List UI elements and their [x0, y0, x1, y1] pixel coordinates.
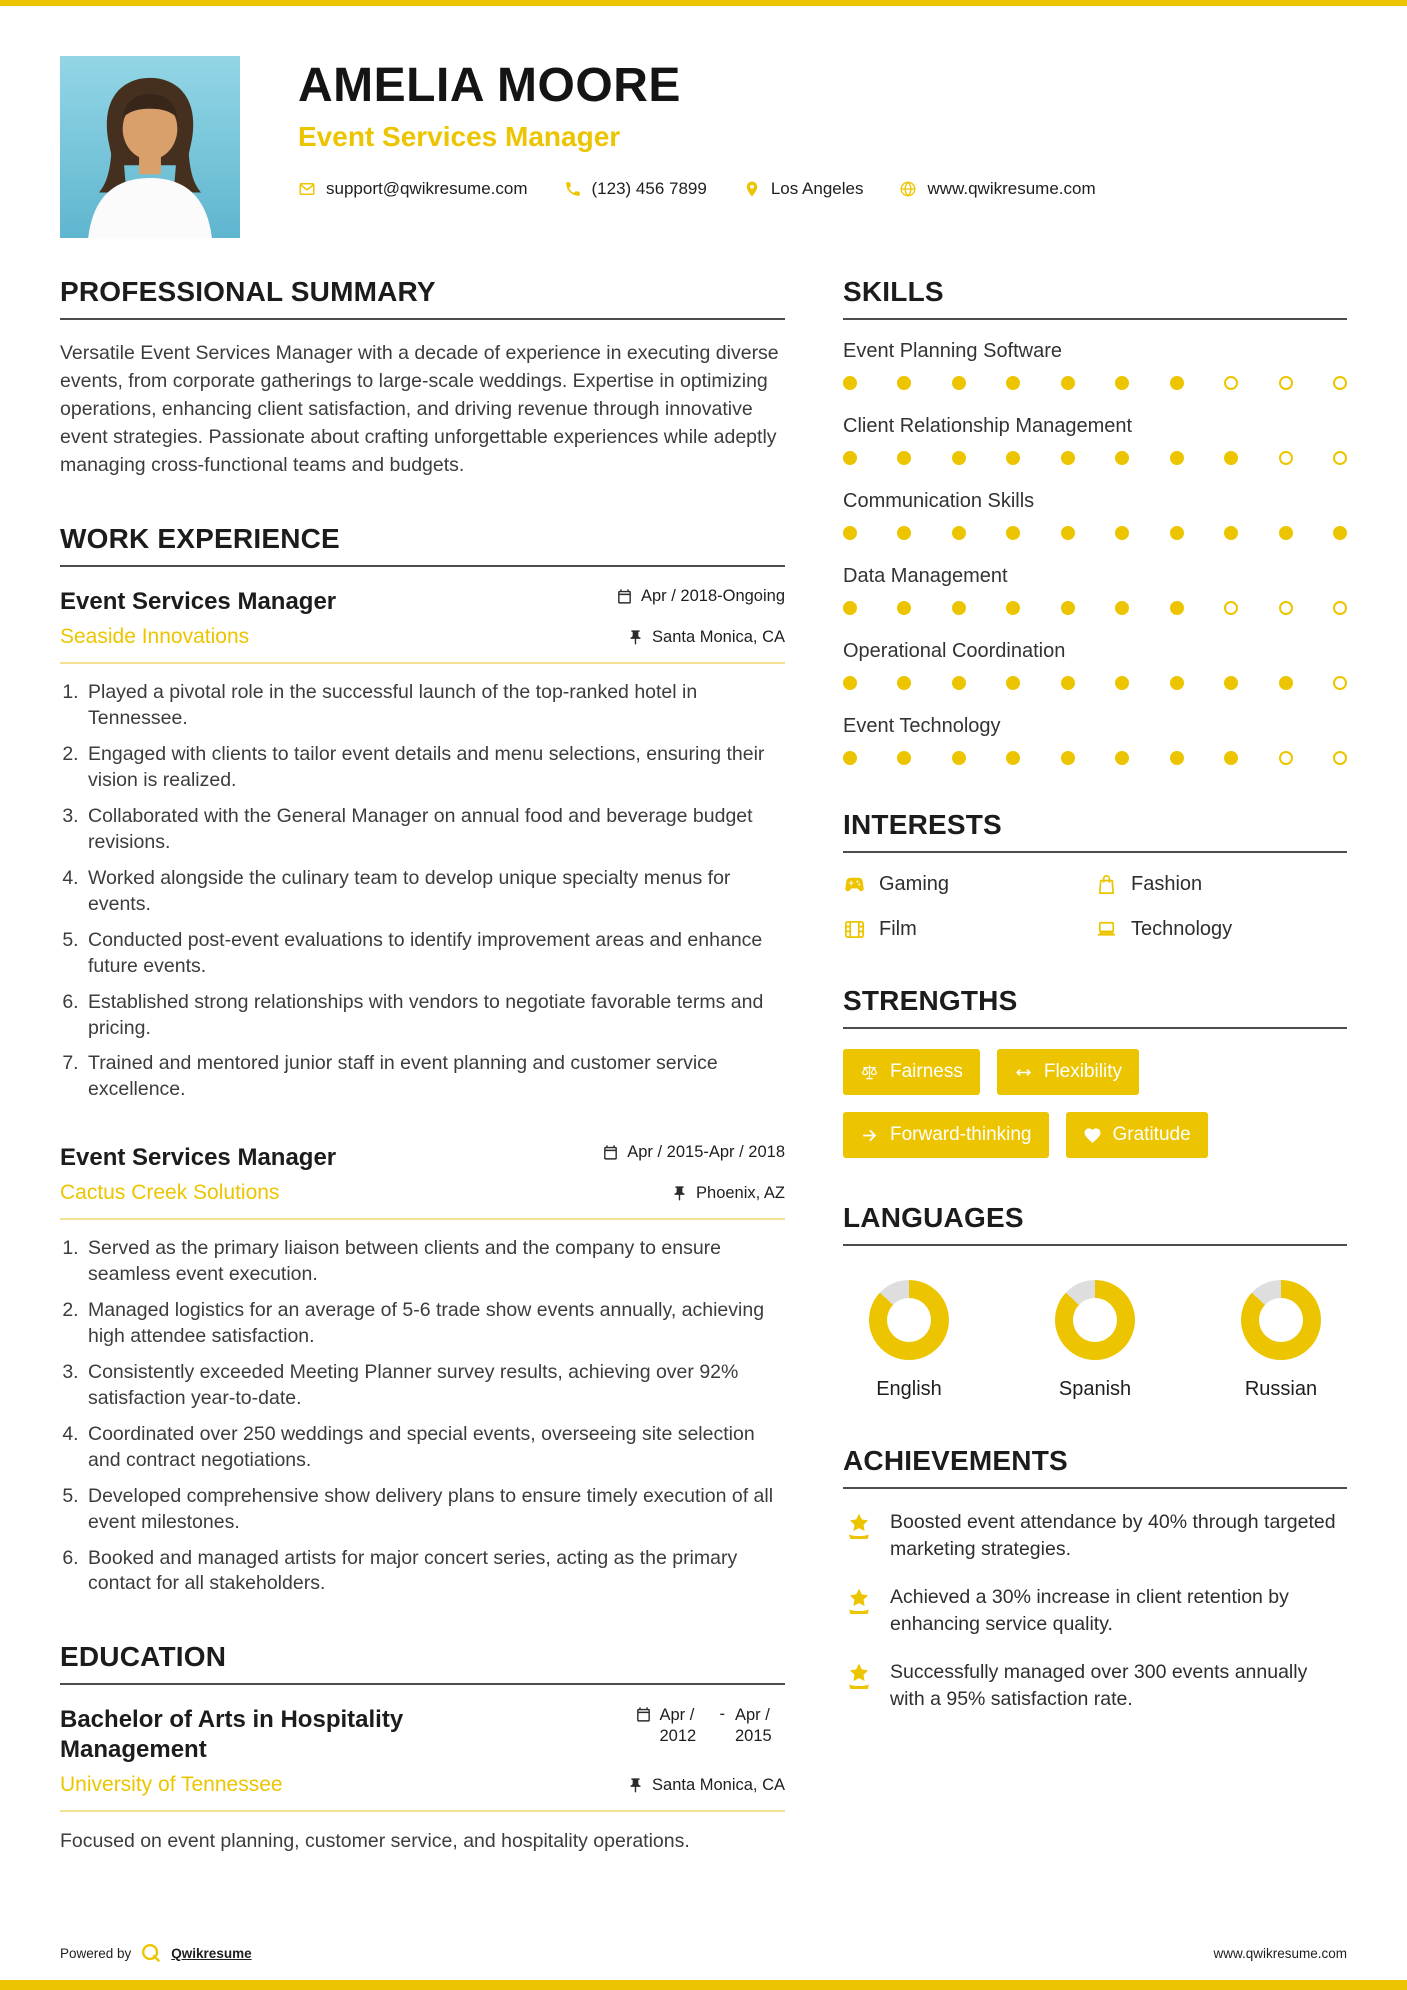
phone-icon [564, 180, 582, 198]
skill-dot-filled [1006, 451, 1020, 465]
job-subhead [60, 625, 785, 664]
skill-dot-filled [1115, 676, 1129, 690]
skill-dot-filled [952, 751, 966, 765]
calendar-icon [616, 588, 633, 605]
section-work-experience [60, 523, 785, 1597]
interests-heading: INTERESTS [843, 809, 1347, 853]
contact-email[interactable] [298, 179, 528, 199]
education-date-separator: - [719, 1705, 725, 1724]
section-strengths [843, 985, 1347, 1158]
languages-heading: LANGUAGES [843, 1202, 1347, 1246]
job-location [627, 628, 785, 647]
education-location-text: Santa Monica, CA [652, 1775, 785, 1794]
strength-label: Flexibility [1043, 1061, 1122, 1082]
job-entry-2 [60, 1143, 785, 1597]
strength-fairness [843, 1049, 980, 1095]
education-subhead [60, 1773, 785, 1812]
skill-dot-filled [897, 376, 911, 390]
bottom-accent-bar [0, 1980, 1407, 1990]
skill-dot-filled [897, 451, 911, 465]
interest-label: Gaming [879, 873, 950, 895]
gamepad-icon [843, 873, 866, 896]
person-illustration [60, 56, 240, 238]
left-column [60, 276, 785, 1900]
education-degree: Bachelor of Arts in Hospitality Management [60, 1706, 404, 1764]
skill-dot-filled [952, 526, 966, 540]
language-donut [1241, 1280, 1321, 1360]
contact-website[interactable] [899, 179, 1095, 199]
job-bullet: 2. Managed logistics for an average of 5-6 trade show events annually, achieving high attendee satisfaction. [84, 1298, 785, 1350]
brand-link[interactable]: Qwikresume [171, 1945, 252, 1961]
skill-dot-filled [1061, 601, 1075, 615]
skill-dot-filled [843, 601, 857, 615]
job-company: Cactus Creek Solutions [60, 1181, 280, 1205]
job-bullet: 4. Coordinated over 250 weddings and special events, overseeing site selection and contract negotiations. [84, 1422, 785, 1474]
summary-heading: PROFESSIONAL SUMMARY [60, 276, 785, 320]
contact-phone-text: (123) 456 7899 [591, 179, 707, 198]
donut-hole [887, 1298, 931, 1342]
award-star-icon [843, 1511, 875, 1562]
shopping-bag-icon [1095, 873, 1118, 896]
calendar-icon [635, 1706, 652, 1723]
skill-dot-filled [1006, 376, 1020, 390]
pushpin-icon [671, 1185, 688, 1202]
job-title: Event Services Manager [60, 588, 337, 616]
profile-photo [60, 56, 240, 238]
education-dates [635, 1705, 786, 1746]
candidate-title: Event Services Manager [298, 121, 621, 152]
skill-dot-filled [952, 676, 966, 690]
calendar-icon [602, 1144, 619, 1161]
skill-dot-filled [1061, 676, 1075, 690]
skill-dot-filled [843, 376, 857, 390]
footer [60, 1942, 1347, 1964]
skill-dot-filled [1170, 526, 1184, 540]
interest-label: Fashion [1131, 873, 1203, 895]
skill-dot-filled [1170, 376, 1184, 390]
skill-rating [843, 526, 1347, 540]
job-entry-1 [60, 587, 785, 1103]
skill-name: Client Relationship Management [843, 415, 1133, 437]
envelope-icon [298, 180, 316, 198]
skill-item [843, 415, 1347, 465]
skill-dot-filled [1115, 751, 1129, 765]
strength-label: Gratitude [1112, 1124, 1191, 1145]
scales-icon [860, 1063, 879, 1082]
skill-dot-filled [1279, 676, 1293, 690]
job-bullet: 1. Played a pivotal role in the successful launch of the top-ranked hotel in Tennessee. [84, 680, 785, 732]
skill-name: Operational Coordination [843, 640, 1066, 662]
job-bullet: 3. Consistently exceeded Meeting Planner survey results, achieving over 92% satisfaction year-to-date. [84, 1360, 785, 1412]
job-dates-text: Apr / 2018-Ongoing [640, 587, 785, 606]
strengths-heading: STRENGTHS [843, 985, 1347, 1029]
skill-item [843, 565, 1347, 615]
content-columns [0, 268, 1407, 1900]
header [0, 0, 1407, 268]
job-location [671, 1184, 785, 1203]
interest-gaming [843, 873, 1095, 896]
header-text [298, 56, 1096, 238]
section-professional-summary [60, 276, 785, 479]
skill-dot-filled [1006, 751, 1020, 765]
language-english [869, 1280, 949, 1401]
pushpin-icon [627, 629, 644, 646]
interests-grid [843, 873, 1347, 941]
award-star-icon [843, 1586, 875, 1637]
left-right-arrow-icon [1014, 1063, 1033, 1082]
contact-location-text: Los Angeles [770, 179, 864, 198]
pushpin-icon [627, 1777, 644, 1794]
language-donut [1055, 1280, 1135, 1360]
job-bullet: 6. Established strong relationships with vendors to negotiate favorable terms and pricing. [84, 990, 785, 1042]
interest-fashion [1095, 873, 1347, 896]
section-interests [843, 809, 1347, 941]
skill-item [843, 340, 1347, 390]
skill-dot-empty [1279, 601, 1293, 615]
candidate-name: AMELIA MOORE [298, 59, 681, 112]
skill-dot-empty [1279, 451, 1293, 465]
achievement-text: Boosted event attendance by 40% through targeted marketing strategies. [890, 1511, 1336, 1560]
job-bullet: 1. Served as the primary liaison between clients and the company to ensure seamless event execution. [84, 1236, 785, 1288]
section-education [60, 1641, 785, 1855]
award-star-icon [843, 1661, 875, 1712]
section-languages [843, 1202, 1347, 1401]
language-donut [869, 1280, 949, 1360]
interest-label: Film [879, 918, 917, 940]
contact-email-text: support@qwikresume.com [326, 179, 528, 198]
arrow-right-icon [860, 1126, 879, 1145]
skill-dot-filled [843, 451, 857, 465]
education-heading: EDUCATION [60, 1641, 785, 1685]
language-name: Spanish [1058, 1378, 1132, 1400]
laptop-icon [1095, 918, 1118, 941]
section-achievements [843, 1445, 1347, 1712]
strength-badges [843, 1049, 1347, 1158]
skill-dot-filled [843, 676, 857, 690]
job-location-text: Phoenix, AZ [696, 1183, 785, 1202]
skill-dot-empty [1224, 601, 1238, 615]
heart-icon [1083, 1126, 1102, 1145]
skill-dot-filled [1170, 676, 1184, 690]
strength-label: Fairness [890, 1061, 963, 1082]
education-head [60, 1705, 785, 1765]
skill-dot-filled [1115, 376, 1129, 390]
achievement-text: Achieved a 30% increase in client retention by enhancing service quality. [890, 1586, 1289, 1635]
education-date-from: Apr / 2012 [659, 1706, 697, 1745]
skill-dot-filled [897, 676, 911, 690]
skill-dot-filled [897, 526, 911, 540]
job-bullet: 3. Collaborated with the General Manager on annual food and beverage budget revisions. [84, 804, 785, 856]
skill-dot-filled [897, 751, 911, 765]
strength-flexibility [997, 1049, 1139, 1095]
achievement-item [843, 1584, 1347, 1637]
skill-dot-filled [1333, 526, 1347, 540]
skill-name: Event Planning Software [843, 340, 1063, 362]
skill-dot-filled [1006, 601, 1020, 615]
language-name: English [876, 1378, 942, 1400]
job-dates [602, 1143, 785, 1162]
job-location-text: Santa Monica, CA [652, 627, 785, 646]
achievement-text: Successfully managed over 300 events annually with a 95% satisfaction rate. [890, 1661, 1308, 1710]
achievement-item [843, 1509, 1347, 1562]
donut-hole [1259, 1298, 1303, 1342]
skill-dot-filled [1170, 751, 1184, 765]
section-skills [843, 276, 1347, 765]
skill-dot-filled [1115, 526, 1129, 540]
globe-icon [899, 180, 917, 198]
work-heading: WORK EXPERIENCE [60, 523, 785, 567]
education-date-to: Apr / 2015 [735, 1706, 772, 1745]
skill-dot-empty [1333, 601, 1347, 615]
skill-dot-empty [1333, 751, 1347, 765]
skill-rating [843, 451, 1347, 465]
job-dates [616, 587, 785, 606]
skill-name: Data Management [843, 565, 1008, 587]
job-bullet: 6. Booked and managed artists for major concert series, acting as the primary contact for all stakeholders. [84, 1546, 785, 1598]
interest-technology [1095, 918, 1347, 941]
location-pin-icon [743, 180, 761, 198]
strength-forward-thinking [843, 1112, 1049, 1158]
skill-dot-filled [1061, 526, 1075, 540]
contact-phone[interactable] [564, 179, 707, 199]
education-entry [60, 1705, 785, 1855]
job-bullet: 7. Trained and mentored junior staff in event planning and customer service excellence. [84, 1051, 785, 1103]
film-frame-icon [843, 918, 866, 941]
skill-dot-empty [1333, 676, 1347, 690]
job-bullet: 5. Conducted post-event evaluations to identify improvement areas and enhance future events. [84, 928, 785, 980]
donut-hole [1073, 1298, 1117, 1342]
powered-by-text: Powered by [60, 1945, 132, 1961]
skill-dot-filled [1279, 526, 1293, 540]
top-accent-bar [0, 0, 1407, 6]
interest-label: Technology [1131, 918, 1233, 940]
languages-row [843, 1266, 1347, 1401]
skill-dot-filled [1224, 526, 1238, 540]
summary-text: Versatile Event Services Manager with a decade of experience in executing diverse events, from corporate gatherings to large-scale weddings. Expertise in optimizing operations, enhancing client satisfaction, and driving revenue through innovative event strategies. Passionate about crafting unforgettable experiences while adeptly managing cross-functional teams and budgets. [60, 342, 779, 476]
contact-website-text: www.qwikresume.com [927, 179, 1096, 198]
skill-dot-filled [952, 376, 966, 390]
skill-dot-filled [1224, 751, 1238, 765]
job-head [60, 1143, 785, 1173]
job-bullet: 5. Developed comprehensive show delivery plans to ensure timely execution of all event milestones. [84, 1484, 785, 1536]
language-spanish [1055, 1280, 1135, 1401]
job-bullet: 4. Worked alongside the culinary team to develop unique specialty menus for events. [84, 866, 785, 918]
skill-dot-empty [1224, 376, 1238, 390]
skill-dot-filled [1061, 376, 1075, 390]
education-description: Focused on event planning, customer service, and hospitality operations. [60, 1830, 690, 1853]
contact-row [298, 179, 1096, 199]
job-head [60, 587, 785, 617]
strength-label: Forward-thinking [890, 1124, 1032, 1145]
powered-by [60, 1942, 252, 1964]
right-column [843, 276, 1347, 1900]
skill-dot-filled [952, 601, 966, 615]
skill-dot-filled [952, 451, 966, 465]
interest-film [843, 918, 1095, 941]
skill-name: Communication Skills [843, 490, 1035, 512]
skill-dot-empty [1279, 751, 1293, 765]
skill-dot-filled [1006, 526, 1020, 540]
skill-dot-filled [1061, 751, 1075, 765]
skill-dot-filled [1224, 451, 1238, 465]
job-bullet: 2. Engaged with clients to tailor event details and menu selections, ensuring their vision is realized. [84, 742, 785, 794]
skill-item [843, 715, 1347, 765]
skill-name: Event Technology [843, 715, 1001, 737]
skill-dot-filled [1115, 601, 1129, 615]
job-subhead [60, 1181, 785, 1220]
skills-heading: SKILLS [843, 276, 1347, 320]
job-dates-text: Apr / 2015-Apr / 2018 [627, 1143, 785, 1162]
contact-location[interactable] [743, 179, 864, 199]
skill-dot-empty [1333, 451, 1347, 465]
skill-item [843, 490, 1347, 540]
skill-dot-empty [1333, 376, 1347, 390]
skill-dot-filled [1170, 451, 1184, 465]
skill-rating [843, 676, 1347, 690]
skill-rating [843, 601, 1347, 615]
footer-website-link[interactable]: www.qwikresume.com [1213, 1945, 1347, 1961]
qwikresume-logo-icon [140, 1942, 162, 1964]
achievements-heading: ACHIEVEMENTS [843, 1445, 1347, 1489]
education-location [627, 1776, 785, 1795]
skill-dot-filled [843, 526, 857, 540]
skill-dot-filled [1115, 451, 1129, 465]
job-bullet-list [60, 680, 785, 1103]
skill-rating [843, 751, 1347, 765]
skill-dot-filled [1170, 601, 1184, 615]
skill-dot-filled [1006, 676, 1020, 690]
language-russian [1241, 1280, 1321, 1401]
skill-dot-empty [1279, 376, 1293, 390]
job-bullet-list [60, 1236, 785, 1597]
job-company: Seaside Innovations [60, 625, 250, 649]
language-name: Russian [1244, 1378, 1318, 1400]
skill-dot-filled [897, 601, 911, 615]
strength-gratitude [1066, 1112, 1208, 1158]
skill-item [843, 640, 1347, 690]
education-school: University of Tennessee [60, 1773, 283, 1797]
skill-dot-filled [1061, 451, 1075, 465]
achievement-item [843, 1659, 1347, 1712]
job-title: Event Services Manager [60, 1144, 337, 1172]
skill-dot-filled [1224, 676, 1238, 690]
skill-rating [843, 376, 1347, 390]
skill-dot-filled [843, 751, 857, 765]
